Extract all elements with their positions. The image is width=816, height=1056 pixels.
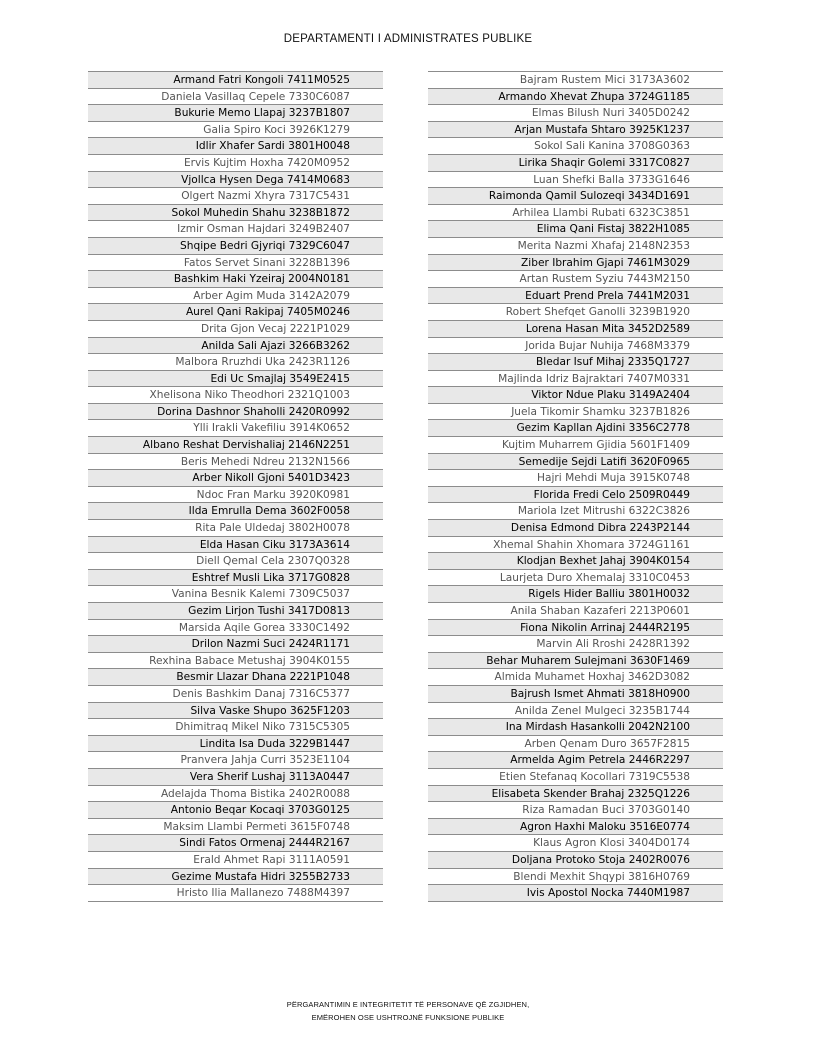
list-item: Elima Qani Fistaj 3822H1085	[428, 221, 723, 238]
list-item: Armando Xhevat Zhupa 3724G1185	[428, 89, 723, 106]
list-item: Rexhina Babace Metushaj 3904K0155	[88, 653, 383, 670]
list-item: Pranvera Jahja Curri 3523E1104	[88, 752, 383, 769]
list-item: Bukurie Memo Llapaj 3237B1807	[88, 105, 383, 122]
list-item: Bajrush Ismet Ahmati 3818H0900	[428, 686, 723, 703]
list-item: Agron Haxhi Maloku 3516E0774	[428, 819, 723, 836]
list-item: Erald Ahmet Rapi 3111A0591	[88, 852, 383, 869]
list-item: Bajram Rustem Mici 3173A3602	[428, 72, 723, 89]
list-item: Rita Pale Uldedaj 3802H0078	[88, 520, 383, 537]
list-item: Klaus Agron Klosi 3404D0174	[428, 835, 723, 852]
list-item: Lirika Shaqir Golemi 3317C0827	[428, 155, 723, 172]
list-item: Xhelisona Niko Theodhori 2321Q1003	[88, 387, 383, 404]
list-item: Arhilea Llambi Rubati 6323C3851	[428, 205, 723, 222]
footer-line-1: PËRGARANTIMIN E INTEGRITETIT TË PERSONAVE QË ZGJIDHEN,	[286, 1000, 530, 1009]
list-item: Denisa Edmond Dibra 2243P2144	[428, 520, 723, 537]
list-item: Idlir Xhafer Sardi 3801H0048	[88, 138, 383, 155]
list-item: Artan Rustem Syziu 7443M2150	[428, 271, 723, 288]
list-item: Diell Qemal Cela 2307Q0328	[88, 553, 383, 570]
list-item: Doljana Protoko Stoja 2402R0076	[428, 852, 723, 869]
list-item: Arber Nikoll Gjoni 5401D3423	[88, 470, 383, 487]
list-item: Vanina Besnik Kalemi 7309C5037	[88, 586, 383, 603]
page-title: DEPARTAMENTI I ADMINISTRATES PUBLIKE	[283, 33, 533, 45]
list-item: Florida Fredi Celo 2509R0449	[428, 487, 723, 504]
list-item: Fatos Servet Sinani 3228B1396	[88, 255, 383, 272]
list-item: Shqipe Bedri Gjyriqi 7329C6047	[88, 238, 383, 255]
list-item: Eduart Prend Prela 7441M2031	[428, 288, 723, 305]
list-item: Vjollca Hysen Dega 7414M0683	[88, 172, 383, 189]
list-item: Drita Gjon Vecaj 2221P1029	[88, 321, 383, 338]
list-item: Arjan Mustafa Shtaro 3925K1237	[428, 122, 723, 139]
list-item: Almida Muhamet Hoxhaj 3462D3082	[428, 669, 723, 686]
list-item: Adelajda Thoma Bistika 2402R0088	[88, 786, 383, 803]
list-item: Xhemal Shahin Xhomara 3724G1161	[428, 537, 723, 554]
list-item: Etien Stefanaq Kocollari 7319C5538	[428, 769, 723, 786]
names-column-right	[428, 71, 723, 902]
list-item: Daniela Vasillaq Cepele 7330C6087	[88, 89, 383, 106]
list-item: Viktor Ndue Plaku 3149A2404	[428, 387, 723, 404]
list-item: Denis Bashkim Danaj 7316C5377	[88, 686, 383, 703]
list-item: Lorena Hasan Mita 3452D2589	[428, 321, 723, 338]
list-item: Marsida Aqile Gorea 3330C1492	[88, 620, 383, 637]
list-item: Ivis Apostol Nocka 7440M1987	[428, 885, 723, 902]
list-item: Ziber Ibrahim Gjapi 7461M3029	[428, 255, 723, 272]
list-item: Behar Muharem Sulejmani 3630F1469	[428, 653, 723, 670]
list-item: Arber Agim Muda 3142A2079	[88, 288, 383, 305]
list-item: Mariola Izet Mitrushi 6322C3826	[428, 503, 723, 520]
list-item: Luan Shefki Balla 3733G1646	[428, 172, 723, 189]
list-item: Drilon Nazmi Suci 2424R1171	[88, 636, 383, 653]
list-item: Ilda Emrulla Dema 3602F0058	[88, 503, 383, 520]
list-item: Ndoc Fran Marku 3920K0981	[88, 487, 383, 504]
list-item: Bledar Isuf Mihaj 2335Q1727	[428, 354, 723, 371]
list-item: Gezim Kapllan Ajdini 3356C2778	[428, 420, 723, 437]
list-item: Majlinda Idriz Bajraktari 7407M0331	[428, 371, 723, 388]
list-item: Gezime Mustafa Hidri 3255B2733	[88, 869, 383, 886]
list-item: Izmir Osman Hajdari 3249B2407	[88, 221, 383, 238]
list-item: Jorida Bujar Nuhija 7468M3379	[428, 338, 723, 355]
list-item: Malbora Rruzhdi Uka 2423R1126	[88, 354, 383, 371]
list-item: Sindi Fatos Ormenaj 2444R2167	[88, 835, 383, 852]
list-item: Klodjan Bexhet Jahaj 3904K0154	[428, 553, 723, 570]
list-item: Armelda Agim Petrela 2446R2297	[428, 752, 723, 769]
list-item: Merita Nazmi Xhafaj 2148N2353	[428, 238, 723, 255]
list-item: Silva Vaske Shupo 3625F1203	[88, 703, 383, 720]
list-item: Armand Fatri Kongoli 7411M0525	[88, 72, 383, 89]
list-item: Edi Uc Smajlaj 3549E2415	[88, 371, 383, 388]
list-item: Fiona Nikolin Arrinaj 2444R2195	[428, 620, 723, 637]
list-item: Hajri Mehdi Muja 3915K0748	[428, 470, 723, 487]
list-item: Elmas Bilush Nuri 3405D0242	[428, 105, 723, 122]
list-item: Maksim Llambi Permeti 3615F0748	[88, 819, 383, 836]
list-item: Raimonda Qamil Sulozeqi 3434D1691	[428, 188, 723, 205]
list-item: Anilda Zenel Mulgeci 3235B1744	[428, 703, 723, 720]
list-item: Ervis Kujtim Hoxha 7420M0952	[88, 155, 383, 172]
list-item: Blendi Mexhit Shqypi 3816H0769	[428, 869, 723, 886]
list-item: Anila Shaban Kazaferi 2213P0601	[428, 603, 723, 620]
list-item: Sokol Sali Kanina 3708G0363	[428, 138, 723, 155]
list-item: Vera Sherif Lushaj 3113A0447	[88, 769, 383, 786]
list-item: Rigels Hider Balliu 3801H0032	[428, 586, 723, 603]
footer-line-2: EMËROHEN OSE USHTROJNË FUNKSIONE PUBLIKE	[311, 1013, 505, 1022]
list-item: Beris Mehedi Ndreu 2132N1566	[88, 454, 383, 471]
list-item: Ina Mirdash Hasankolli 2042N2100	[428, 719, 723, 736]
list-item: Bashkim Haki Yzeiraj 2004N0181	[88, 271, 383, 288]
list-item: Albano Reshat Dervishaliaj 2146N2251	[88, 437, 383, 454]
list-item: Elisabeta Skender Brahaj 2325Q1226	[428, 786, 723, 803]
list-item: Besmir Llazar Dhana 2221P1048	[88, 669, 383, 686]
list-item: Robert Shefqet Ganolli 3239B1920	[428, 304, 723, 321]
list-item: Marvin Ali Rroshi 2428R1392	[428, 636, 723, 653]
list-item: Elda Hasan Ciku 3173A3614	[88, 537, 383, 554]
list-item: Hristo Ilia Mallanezo 7488M4397	[88, 885, 383, 902]
list-item: Riza Ramadan Buci 3703G0140	[428, 802, 723, 819]
list-item: Galia Spiro Koci 3926K1279	[88, 122, 383, 139]
names-column-left	[88, 71, 383, 902]
list-item: Laurjeta Duro Xhemalaj 3310C0453	[428, 570, 723, 587]
list-item: Kujtim Muharrem Gjidia 5601F1409	[428, 437, 723, 454]
footer	[0, 998, 816, 1024]
list-item: Arben Qenam Duro 3657F2815	[428, 736, 723, 753]
list-item: Olgert Nazmi Xhyra 7317C5431	[88, 188, 383, 205]
list-item: Ylli Irakli Vakefiliu 3914K0652	[88, 420, 383, 437]
list-item: Lindita Isa Duda 3229B1447	[88, 736, 383, 753]
list-item: Antonio Beqar Kocaqi 3703G0125	[88, 802, 383, 819]
list-item: Anilda Sali Ajazi 3266B3262	[88, 338, 383, 355]
list-item: Gezim Lirjon Tushi 3417D0813	[88, 603, 383, 620]
list-item: Dhimitraq Mikel Niko 7315C5305	[88, 719, 383, 736]
list-item: Juela Tikomir Shamku 3237B1826	[428, 404, 723, 421]
list-item: Dorina Dashnor Shaholli 2420R0992	[88, 404, 383, 421]
list-item: Eshtref Musli Lika 3717G0828	[88, 570, 383, 587]
list-item: Semedije Sejdi Latifi 3620F0965	[428, 454, 723, 471]
list-item: Aurel Qani Rakipaj 7405M0246	[88, 304, 383, 321]
list-item: Sokol Muhedin Shahu 3238B1872	[88, 205, 383, 222]
